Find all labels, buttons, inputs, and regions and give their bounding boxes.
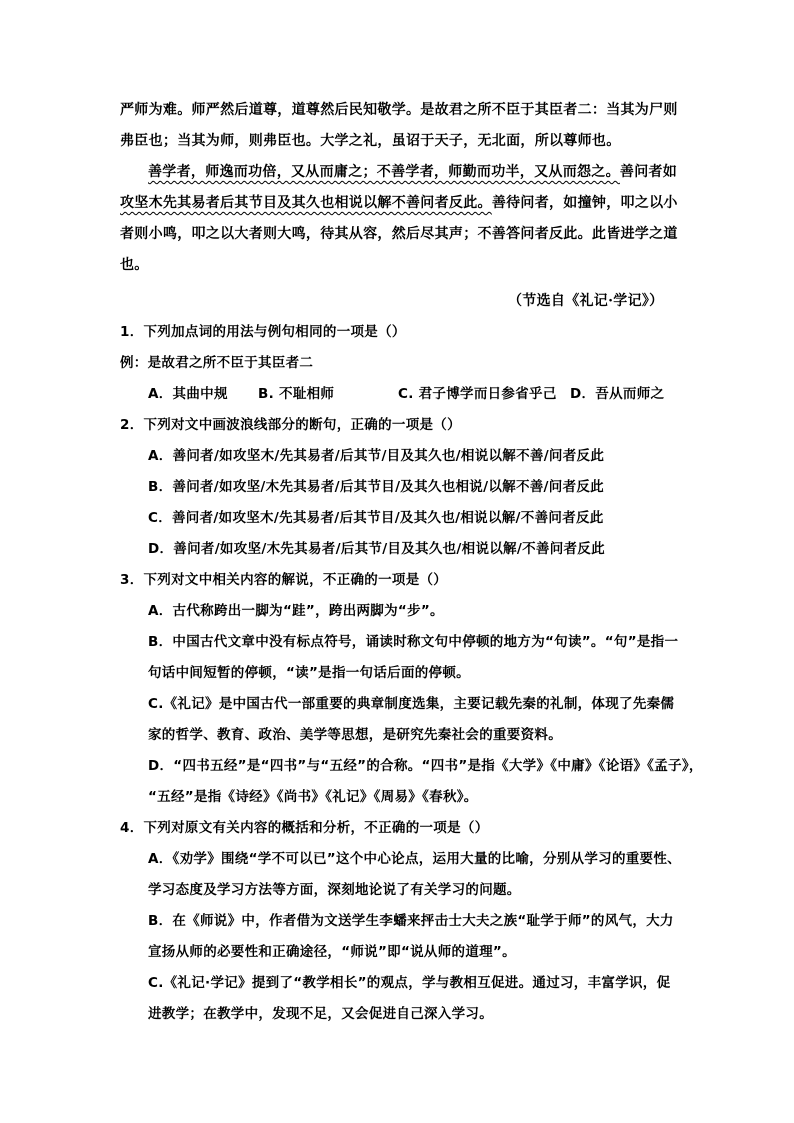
passage-line-5: 者则小鸣，叩之以大者则大鸣，待其从容，然后尽其声；不善答问者反此。此皆进学之道	[120, 226, 678, 242]
question-4-option-c-line-2: 进教学；在教学中，发现不足，又会促进自己深入学习。	[148, 1006, 493, 1022]
option-b: B. 不耻相师	[258, 386, 335, 402]
passage-line-6: 也。	[120, 257, 149, 273]
passage-text: 善问者如	[619, 164, 678, 180]
question-3-option-b-line-1: B．中国古代文章中没有标点符号，诵读时称文句中停顿的地方为“句读”。“句”是指一	[148, 634, 679, 650]
question-1-options	[148, 384, 688, 404]
passage-line-4	[120, 193, 678, 213]
option-c: C. 君子博学而日参省乎己	[398, 386, 557, 402]
question-2-option-c: C．善问者/如攻坚木/先其易者/后其节目/及其久也/相说以解/不善问者反此	[148, 510, 604, 526]
question-3-option-c-line-2: 家的哲学、教育、政治、美学等思想，是研究先秦社会的重要资料。	[148, 727, 562, 743]
question-1-stem: 1．下列加点词的用法与例句相同的一项是（）	[120, 324, 406, 340]
question-3-stem: 3．下列对文中相关内容的解说，不正确的一项是（）	[120, 572, 448, 588]
underlined-text: 善学者，师逸而功倍，又从而庸之；不善学者，师勤而功半，又从而怨之。	[148, 164, 620, 180]
question-3-option-c-line-1: C.《礼记》是中国古代一部重要的典章制度选集，主要记载先秦的礼制，体现了先秦儒	[148, 696, 675, 712]
question-4-option-a-line-1: A．《劝学》围绕“学不可以已”这个中心论点，运用大量的比喻，分别从学习的重要性、	[148, 851, 681, 867]
passage-line-2: 弗臣也；当其为师，则弗臣也。大学之礼，虽诏于天子，无北面，所以尊师也。	[120, 133, 621, 149]
option-d: D．吾从而师之	[570, 386, 665, 402]
question-4-option-c-line-1: C.《礼记·学记》提到了“教学相长”的观点，学与教相互促进。通过习，丰富学识，促	[148, 975, 671, 991]
question-3-option-d-line-1: D．“四书五经”是“四书”与“五经”的合称。“四书”是指《大学》《中庸》《论语》《孟子》，	[148, 758, 703, 774]
question-2-option-a: A．善问者/如攻坚木/先其易者/后其节/目及其久也/相说以解不善/问者反此	[148, 448, 605, 464]
question-4-option-b-line-2: 宣扬从师的必要性和正确途径，“师说”即“说从师的道理”。	[148, 944, 516, 960]
passage-line-3	[148, 162, 677, 182]
question-4-option-a-line-2: 学习态度及学习方法等方面，深刻地论说了有关学习的问题。	[148, 882, 521, 898]
question-4-stem: 4．下列对原文有关内容的概括和分析，不正确的一项是（）	[120, 820, 489, 836]
question-2-option-b: B．善问者/如攻坚/木先其易者/后其节目/及其久也相说/以解不善/问者反此	[148, 479, 604, 495]
passage-text: 善待问者，如撞钟，叩之以小	[491, 195, 678, 211]
passage-line-1: 严师为难。师严然后道尊，道尊然后民知敬学。是故君之所不臣于其臣者二：当其为尸则	[120, 102, 678, 118]
wavy-underlined-text: 攻坚木先其易者后其节目及其久也相说以解不善问者反此。	[120, 195, 492, 211]
question-2-option-d: D．善问者/如攻坚/木先其易者/后其节/目及其久也/相说以解/不善问者反此	[148, 541, 605, 557]
question-3-option-b-line-2: 句话中间短暂的停顿，“读”是指一句话后面的停顿。	[148, 665, 470, 681]
question-3-option-d-line-2: “五经”是指《诗经》《尚书》《礼记》《周易》《春秋》。	[148, 789, 478, 805]
passage-source: （节选自《礼记·学记》）	[508, 293, 664, 309]
question-4-option-b-line-1: B．在《师说》中，作者借为文送学生李蟠来抨击士大夫之族“耻学于师”的风气，大力	[148, 913, 674, 929]
question-3-option-a: A．古代称跨出一脚为“跬”，跨出两脚为“步”。	[148, 603, 444, 619]
option-a: A．其曲中规	[148, 386, 228, 402]
question-1-example: 例：是故君之所不臣于其臣者二	[120, 355, 314, 371]
question-2-stem: 2．下列对文中画波浪线部分的断句，正确的一项是（）	[120, 417, 461, 433]
